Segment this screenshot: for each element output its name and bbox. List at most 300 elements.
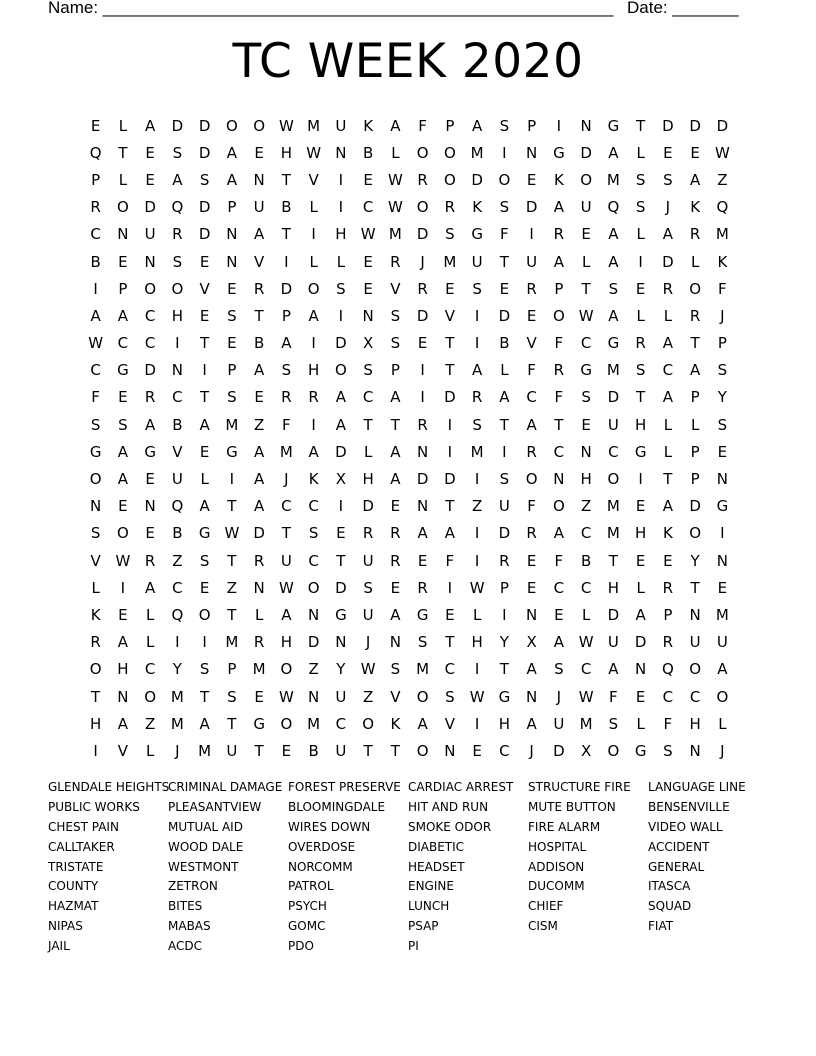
grid-letter: V — [526, 334, 537, 353]
grid-letter: A — [117, 442, 128, 461]
grid-letter: Q — [716, 198, 729, 217]
grid-letter: D — [280, 279, 293, 298]
grid-letter: E — [445, 279, 455, 298]
grid-letter: R — [362, 524, 374, 543]
grid-letter: S — [663, 741, 673, 760]
grid-row — [82, 411, 736, 438]
grid-letter: E — [390, 497, 401, 516]
grid-letter: G — [89, 442, 102, 461]
word-list-item: WIRES DOWN — [288, 819, 371, 834]
grid-letter: Q — [171, 198, 184, 217]
grid-letter: S — [472, 415, 482, 434]
grid-letter: B — [281, 198, 292, 217]
grid-letter: A — [117, 306, 128, 325]
grid-letter: M — [416, 660, 430, 679]
word-list-item: HIT AND RUN — [408, 799, 489, 814]
grid-letter: S — [172, 252, 183, 271]
grid-letter: J — [365, 633, 371, 652]
grid-letter: F — [554, 551, 564, 570]
grid-letter: L — [663, 306, 673, 325]
grid-letter: I — [93, 741, 98, 760]
grid-row — [82, 330, 736, 357]
grid-letter: I — [420, 361, 425, 380]
grid-letter: N — [117, 225, 129, 244]
page-title: TC WEEK 2020 — [232, 34, 584, 89]
grid-letter: S — [363, 578, 373, 597]
grid-letter: L — [472, 605, 482, 624]
grid-row — [82, 302, 736, 329]
grid-letter: T — [636, 116, 646, 135]
grid-letter: O — [116, 198, 129, 217]
grid-letter: D — [580, 143, 592, 162]
grid-letter: R — [526, 442, 537, 461]
grid-letter: I — [284, 252, 289, 271]
grid-letter: P — [690, 470, 700, 489]
grid-letter: G — [335, 605, 347, 624]
grid-letter: I — [502, 605, 507, 624]
grid-letter: W — [469, 578, 485, 597]
grid-letter: T — [499, 415, 509, 434]
grid-letter: F — [609, 687, 618, 706]
grid-letter: U — [607, 633, 619, 652]
grid-letter: D — [525, 198, 538, 217]
grid-letter: D — [662, 116, 674, 135]
grid-letter: P — [445, 116, 455, 135]
grid-letter: R — [390, 524, 401, 543]
grid-letter: I — [420, 388, 425, 407]
grid-letter: A — [144, 415, 156, 434]
grid-letter: U — [498, 497, 510, 516]
word-list-item: CHIEF — [528, 899, 564, 914]
grid-letter: K — [662, 524, 673, 543]
grid-letter: L — [145, 633, 155, 652]
grid-letter: E — [118, 605, 128, 624]
grid-letter: I — [338, 170, 344, 189]
grid-letter: A — [117, 714, 128, 733]
grid-letter: W — [387, 198, 403, 217]
grid-letter: E — [363, 170, 373, 189]
header — [48, 0, 748, 20]
grid-letter: A — [281, 605, 292, 624]
grid-letter: R — [253, 551, 265, 570]
grid-letter: Z — [308, 660, 319, 679]
word-list-item: CALLTAKER — [48, 839, 115, 854]
grid-letter: L — [145, 741, 155, 760]
grid-letter: E — [118, 252, 128, 271]
grid-letter: D — [144, 361, 156, 380]
grid-letter: O — [280, 660, 293, 679]
grid-letter: A — [608, 225, 619, 244]
grid-letter: O — [307, 578, 320, 597]
grid-letter: I — [474, 470, 480, 489]
grid-letter: T — [390, 741, 400, 760]
grid-letter: K — [553, 170, 564, 189]
grid-letter: S — [199, 170, 210, 189]
grid-letter: U — [362, 605, 374, 624]
grid-letter: E — [526, 578, 537, 597]
grid-letter: T — [690, 578, 700, 597]
grid-letter: E — [526, 306, 537, 325]
grid-row — [82, 465, 736, 492]
grid-letter: I — [338, 497, 344, 516]
grid-letter: U — [335, 116, 347, 135]
grid-letter: I — [474, 551, 480, 570]
grid-letter: S — [472, 279, 482, 298]
grid-letter: I — [720, 524, 725, 543]
grid-letter: H — [280, 143, 293, 162]
grid-letter: N — [90, 497, 102, 516]
grid-letter: R — [526, 279, 537, 298]
grid-row — [82, 166, 736, 193]
grid-letter: A — [144, 578, 156, 597]
grid-letter: E — [663, 551, 673, 570]
grid-letter: S — [499, 470, 510, 489]
grid-letter: O — [171, 279, 184, 298]
grid-letter: U — [253, 198, 265, 217]
grid-letter: A — [662, 388, 673, 407]
grid-letter: R — [281, 388, 292, 407]
word-list-item: GOMC — [288, 919, 326, 934]
grid-letter: F — [282, 415, 291, 434]
grid-letter: A — [608, 306, 619, 325]
grid-letter: D — [335, 442, 347, 461]
grid-letter: E — [417, 551, 428, 570]
word-list-item: BITES — [168, 899, 203, 914]
grid-letter: S — [499, 198, 510, 217]
word-list-item: HEADSET — [408, 859, 465, 874]
grid-letter: J — [556, 687, 562, 706]
grid-row — [82, 683, 736, 710]
grid-letter: M — [307, 116, 321, 135]
grid-letter: S — [554, 660, 564, 679]
grid-letter: N — [226, 252, 238, 271]
grid-letter: T — [336, 551, 346, 570]
grid-letter: J — [720, 741, 725, 760]
grid-letter: P — [663, 605, 673, 624]
grid-letter: C — [553, 578, 565, 597]
word-list-item: ENGINE — [408, 879, 454, 894]
word-list-item: NORCOMM — [288, 859, 353, 874]
word-list-item: STRUCTURE FIRE — [528, 780, 631, 794]
grid-letter: E — [145, 524, 155, 543]
grid-letter: C — [117, 334, 129, 353]
grid-letter: E — [363, 279, 373, 298]
grid-letter: L — [636, 306, 645, 325]
grid-letter: M — [443, 252, 457, 271]
grid-letter: E — [717, 442, 728, 461]
grid-letter: L — [636, 225, 645, 244]
grid-letter: J — [284, 470, 289, 489]
grid-letter: A — [253, 470, 265, 489]
grid-letter: K — [363, 116, 374, 135]
grid-letter: L — [690, 252, 700, 271]
grid-letter: E — [635, 497, 646, 516]
word-list-item: BENSENVILLE — [648, 799, 730, 814]
grid-letter: W — [360, 660, 376, 679]
grid-letter: T — [227, 714, 237, 733]
grid-letter: E — [118, 497, 128, 516]
grid-letter: H — [580, 470, 592, 489]
grid-letter: G — [117, 361, 129, 380]
grid-letter: I — [311, 334, 316, 353]
grid-letter: Q — [171, 605, 184, 624]
grid-letter: C — [362, 388, 374, 407]
word-list-item: PSYCH — [288, 899, 327, 914]
grid-letter: I — [474, 334, 480, 353]
word-list-item — [528, 937, 648, 957]
grid-letter: N — [716, 551, 728, 570]
grid-letter: S — [90, 415, 101, 434]
grid-letter: P — [227, 361, 237, 380]
grid-letter: N — [144, 497, 156, 516]
grid-letter: T — [200, 388, 210, 407]
grid-letter: U — [226, 741, 238, 760]
grid-letter: Y — [499, 633, 509, 652]
grid-letter: R — [90, 633, 101, 652]
grid-letter: O — [144, 687, 157, 706]
grid-letter: C — [335, 714, 347, 733]
grid-letter: I — [311, 415, 316, 434]
grid-letter: W — [714, 143, 730, 162]
grid-letter: M — [715, 605, 729, 624]
grid-letter: O — [253, 116, 266, 135]
word-list-item: ADDISON — [528, 859, 585, 874]
grid-letter: N — [308, 605, 320, 624]
grid-letter: P — [390, 361, 400, 380]
grid-letter: T — [390, 415, 400, 434]
grid-letter: L — [690, 415, 700, 434]
grid-letter: D — [416, 470, 429, 489]
grid-letter: G — [634, 741, 647, 760]
grid-letter: B — [90, 252, 101, 271]
word-list-item: MABAS — [168, 919, 211, 934]
grid-letter: N — [417, 497, 429, 516]
grid-letter: U — [553, 714, 565, 733]
word-list-item: PDO — [288, 939, 314, 954]
grid-letter: J — [175, 741, 180, 760]
grid-letter: G — [498, 687, 511, 706]
grid-letter: L — [636, 714, 645, 733]
grid-letter: G — [634, 442, 647, 461]
grid-letter: D — [335, 578, 347, 597]
grid-letter: I — [229, 470, 235, 489]
grid-letter: B — [253, 334, 265, 353]
grid-letter: V — [90, 551, 101, 570]
grid-letter: D — [607, 605, 620, 624]
grid-letter: A — [390, 605, 401, 624]
word-list-item: GENERAL — [648, 859, 705, 874]
grid-letter: E — [417, 334, 428, 353]
grid-letter: E — [526, 170, 537, 189]
grid-letter: L — [118, 116, 128, 135]
grid-letter: I — [474, 714, 480, 733]
grid-letter: M — [606, 361, 620, 380]
grid-letter: M — [170, 687, 184, 706]
grid-letter: O — [416, 741, 429, 760]
grid-letter: I — [474, 524, 480, 543]
grid-letter: A — [172, 170, 183, 189]
grid-letter: E — [690, 143, 700, 162]
grid-row — [82, 248, 736, 275]
grid-letter: H — [471, 633, 483, 652]
grid-letter: R — [635, 334, 646, 353]
grid-letter: S — [336, 279, 346, 298]
grid-letter: C — [90, 361, 101, 380]
grid-letter: W — [306, 143, 322, 162]
grid-letter: W — [387, 170, 403, 189]
grid-letter: C — [526, 388, 537, 407]
grid-letter: S — [281, 361, 292, 380]
grid-letter: L — [636, 143, 645, 162]
letter-grid — [82, 112, 736, 765]
grid-letter: A — [253, 497, 265, 516]
grid-letter: A — [390, 442, 401, 461]
grid-letter: U — [362, 551, 374, 570]
grid-letter: R — [172, 225, 183, 244]
grid-letter: T — [663, 470, 673, 489]
word-list-item: ITASCA — [648, 879, 691, 894]
grid-letter: L — [336, 252, 346, 271]
grid-letter: R — [253, 279, 265, 298]
grid-letter: M — [606, 524, 620, 543]
grid-letter: T — [200, 334, 210, 353]
word-list-item: HAZMAT — [48, 899, 99, 914]
grid-letter: C — [144, 334, 156, 353]
word-list-item: CRIMINAL DAMAGE — [168, 780, 283, 794]
grid-letter: S — [635, 198, 646, 217]
grid-letter: M — [388, 225, 402, 244]
grid-letter: O — [89, 470, 102, 489]
grid-letter: N — [417, 442, 429, 461]
grid-letter: G — [553, 143, 565, 162]
grid-letter: L — [309, 252, 318, 271]
grid-letter: M — [198, 741, 212, 760]
grid-letter: T — [281, 170, 291, 189]
grid-letter: A — [662, 497, 673, 516]
grid-letter: N — [689, 741, 701, 760]
grid-letter: C — [662, 687, 674, 706]
grid-letter: T — [91, 687, 101, 706]
grid-letter: L — [581, 605, 591, 624]
grid-letter: P — [554, 279, 564, 298]
grid-letter: S — [663, 170, 673, 189]
grid-letter: W — [578, 687, 594, 706]
word-list-item: FIRE ALARM — [528, 819, 601, 834]
grid-letter: Z — [362, 687, 374, 706]
grid-letter: T — [445, 633, 455, 652]
grid-letter: P — [118, 279, 128, 298]
grid-letter: A — [117, 633, 128, 652]
grid-letter: D — [444, 470, 456, 489]
grid-letter: C — [662, 361, 674, 380]
grid-row — [82, 194, 736, 221]
grid-letter: E — [227, 334, 237, 353]
grid-letter: S — [227, 388, 237, 407]
grid-letter: D — [198, 198, 211, 217]
grid-letter: W — [278, 578, 294, 597]
grid-letter: E — [635, 687, 646, 706]
grid-letter: F — [663, 714, 673, 733]
word-list-item: COUNTY — [48, 879, 99, 894]
grid-letter: E — [581, 225, 591, 244]
grid-letter: K — [390, 714, 401, 733]
grid-letter: A — [717, 660, 728, 679]
grid-letter: V — [444, 306, 455, 325]
grid-letter: H — [307, 361, 320, 380]
grid-letter: F — [418, 116, 427, 135]
word-list-item: MUTE BUTTON — [528, 799, 616, 814]
grid-letter: A — [90, 306, 101, 325]
grid-letter: G — [416, 605, 429, 624]
grid-letter: Z — [172, 551, 183, 570]
grid-letter: E — [145, 170, 155, 189]
grid-letter: D — [416, 306, 429, 325]
grid-letter: D — [335, 334, 347, 353]
grid-letter: Z — [717, 170, 728, 189]
grid-letter: M — [606, 497, 620, 516]
grid-letter: A — [417, 714, 428, 733]
grid-letter: N — [526, 605, 538, 624]
grid-letter: N — [716, 470, 728, 489]
word-list-item: PLEASANTVIEW — [168, 799, 262, 814]
grid-letter: F — [445, 551, 455, 570]
grid-letter: W — [278, 687, 294, 706]
grid-letter: O — [552, 497, 565, 516]
grid-row — [82, 547, 736, 574]
grid-letter: D — [144, 198, 156, 217]
grid-letter: F — [527, 361, 536, 380]
grid-letter: P — [527, 116, 537, 135]
grid-letter: A — [253, 442, 265, 461]
grid-letter: J — [420, 252, 425, 271]
grid-row — [82, 221, 736, 248]
grid-letter: U — [335, 741, 347, 760]
grid-letter: E — [581, 415, 591, 434]
grid-letter: S — [445, 687, 455, 706]
grid-letter: Y — [690, 551, 700, 570]
grid-letter: G — [253, 714, 265, 733]
grid-letter: A — [308, 442, 319, 461]
grid-letter: B — [499, 334, 510, 353]
grid-letter: T — [690, 334, 700, 353]
grid-letter: O — [525, 470, 538, 489]
grid-letter: N — [362, 306, 374, 325]
word-list-item: GLENDALE HEIGHTS — [48, 780, 170, 794]
grid-letter: Q — [607, 198, 620, 217]
grid-letter: B — [580, 551, 592, 570]
grid-letter: C — [281, 497, 292, 516]
grid-letter: A — [689, 361, 701, 380]
word-list-item: ACDC — [168, 939, 202, 954]
grid-letter: S — [608, 279, 619, 298]
grid-letter: I — [447, 442, 453, 461]
grid-letter: L — [309, 198, 318, 217]
grid-letter: S — [308, 524, 319, 543]
grid-letter: H — [607, 578, 620, 597]
grid-letter: C — [689, 687, 701, 706]
grid-row — [82, 737, 736, 764]
grid-letter: A — [199, 497, 210, 516]
grid-letter: C — [553, 442, 565, 461]
grid-letter: C — [362, 198, 374, 217]
word-list — [48, 778, 768, 957]
grid-letter: S — [90, 524, 101, 543]
grid-row — [82, 112, 736, 139]
grid-letter: N — [580, 116, 592, 135]
grid-letter: N — [553, 470, 565, 489]
grid-letter: M — [715, 225, 729, 244]
grid-letter: P — [91, 170, 101, 189]
